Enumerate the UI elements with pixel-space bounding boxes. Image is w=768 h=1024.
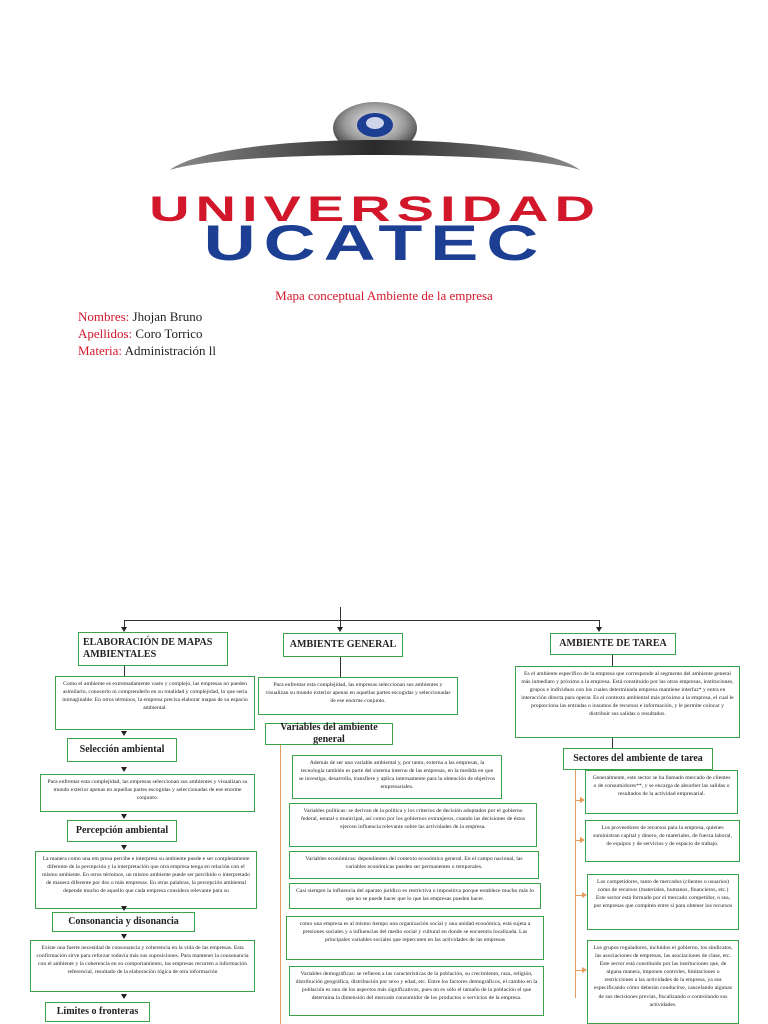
box-title: Límites o fronteras [56, 1006, 139, 1017]
arrow-down-icon [596, 627, 602, 632]
variable-item [289, 851, 539, 879]
box-title: AMBIENTE GENERAL [289, 639, 397, 650]
document-title: Mapa conceptual Ambiente de la empresa [275, 288, 493, 303]
box-text: Generalmente, este sector se ha llamado mercado de clientes o de consumidores**, y se encarga de absorber las salidas o resultados de la actividad empresarial. [592, 775, 731, 798]
university-logo [140, 90, 610, 272]
arrow-down-icon [121, 934, 127, 939]
box-text: como una empresa es al mismo tiempo una organización social y una unidad económica, está sujeta a presiones sociales y a influencias del medio social y cultural en donde se encuentra localizada. Las principales variables sociales que repercuten en las actividades de las empresas [299, 921, 531, 944]
tarea-intro-box [515, 666, 740, 738]
box-text: Es el ambiente específico de la empresa que corresponde al segmento del ambiente general más inmediato y próximo a la empresa. Está constituido por las otras empresas, instituciones, grupos e individuos con los cuales determinada empresa mantiene interfaz* y entra en interacción directa para operar. Es el contexto ambiental más próximo a la empresa, el cual le proporciona las entradas o insumos de recursos e información, y le permite colocar y distribuir sus salidas o resultados. [521, 671, 734, 718]
seleccion-text-box [40, 774, 255, 812]
meta-label: Materia: [78, 343, 123, 358]
meta-value: Jhojan Bruno [132, 309, 203, 324]
box-text: Para enfrentar esta complejidad, las empresas seleccionan sus ambientes y visualizan su mundo exterior apenas en aquellas partes escogidas y seleccionadas de ese enorme conjunto. [47, 779, 248, 802]
elaboracion-mapas-box [78, 632, 228, 666]
arrow-down-icon [121, 731, 127, 736]
box-text: Variables demográficas: se refieren a las características de la población, su crecimiento, raza, religión, distribución geográfica, distribución por sexo y edad, etc. Entre los factores demográficos, el cambio en la población es uno de los aspectos más significativos, pues no es sólo el tamaño de la población el que determina la dimensión del mercado consumidor de los productos o servicios de la empresa. [295, 971, 538, 1002]
general-intro-box [258, 677, 458, 715]
box-text: Los grupos reguladores, incluidos el gobierno, los sindicatos, las asociaciones de empresas, las asociaciones de clase, etc. Este sector está constituido por las instituciones que, de alguna manera, imponen controles, limitaciones o restricciones a las actividades de la empresa, ya sea especificando cómo deberán conducirse, cancelando algunas de sus decisiones previas, fiscalizando o controlando sus actividades. [593, 945, 733, 1008]
sector-item [587, 874, 739, 930]
box-text: Variables políticas: se derivan de la política y los criterios de decisión adoptados por el gobierno federal, estatal o municipal, así como por los gobiernos extranjeros, cuando las decisiones de éstos ejercen influencia relevante sobre las actividades de la empresa. [300, 808, 526, 831]
arrow-down-icon [121, 767, 127, 772]
logo-line-1: UNIVERSIDAD [149, 189, 601, 229]
logo-swoosh-icon [140, 90, 610, 180]
meta-apellidos [78, 326, 203, 342]
meta-materia [78, 343, 216, 359]
connector-line [280, 745, 281, 1024]
box-text: Existe una fuerte necesidad de consonancia y coherencia en la vida de las empresas. Esta confirmación sirve para reforzar todavía más sus suposiciones. Para mantener la consonancia con el ambiente y la coherencia en su comportamiento, las empresas recurren a información referencial, resultado de la elaboración lógica de otra información [36, 945, 249, 976]
logo-line-2: UCATEC [203, 215, 547, 272]
variable-item [286, 916, 544, 960]
box-text: Los proveedores de recursos para la empresa, quienes suministran capital y dinero, de materiales, de fuerza laboral, de equipos y de servicios y de espacio de trabajo. [593, 825, 732, 848]
variable-item [289, 883, 541, 909]
box-text: Además de ser una variable ambiental y, por tanto, externa a las empresas, la tecnología también es parte del sistema interno de las empresas, en la medida en que se investiga, desarrolla, transfiere y aplica internamente para la obtención de objetivos empresariales. [298, 760, 496, 791]
box-title: Consonancia y disonancia [68, 916, 179, 927]
sector-item [585, 820, 740, 862]
arrow-down-icon [337, 627, 343, 632]
box-title: ELABORACIÓN DE MAPAS AMBIENTALES [83, 637, 213, 660]
arrow-down-icon [121, 845, 127, 850]
variables-box [265, 723, 393, 745]
arrow-down-icon [121, 814, 127, 819]
consonancia-box [52, 912, 195, 932]
meta-nombres [78, 309, 202, 325]
box-text: La manera como una em presa percibe e interpreta su ambiente puede e ser completamente diferente de la percepción y la interpretación que otra empresa tenga en relación con el mismo ambiente. En otros términos, un mismo ambiente puede ser percibido o interpretado de manera diferente por dos o más empresas. En otras palabras, la percepción ambiental depende mucho de aquello que cada empresa considera relevante para su [42, 856, 250, 895]
box-title: Percepción ambiental [75, 825, 169, 836]
box-text: Casi siempre la influencia del aparato jurídico es restrictiva o impositiva porque establece mucho más lo que no se puede hacer que lo que las empresas pueden hacer. [296, 888, 534, 903]
box-text: Para enfrentar esta complejidad, las empresas seleccionan sus ambientes y visualizan su mundo exterior apenas en aquellas partes escogidas y seleccionadas de ese enorme conjunto. [265, 682, 451, 705]
sector-item [585, 770, 738, 814]
box-title: Selección ambiental [79, 744, 165, 755]
connector-line [575, 770, 576, 998]
ambiente-tarea-box [550, 633, 676, 655]
box-text: Como el ambiente es extremadamente vasto y complejo, las empresas no pueden asimilarlo, conocerlo ni comprenderlo en su totalidad y complejidad, lo que sería inimaginable. En otros términos, la empresa precisa elaborar mapas de su espacio ambiental. [62, 681, 248, 712]
ambiente-general-box [283, 633, 403, 657]
connector-line [340, 657, 341, 677]
connector-line [124, 666, 125, 676]
variable-item [289, 966, 544, 1016]
variable-item [292, 755, 502, 799]
meta-value: Administración ll [124, 343, 216, 358]
connector-line [612, 738, 613, 748]
connector-line [124, 620, 599, 621]
box-title: Sectores del ambiente de tarea [573, 753, 703, 764]
meta-label: Nombres: [78, 309, 130, 324]
seleccion-ambiental-box [67, 738, 177, 762]
consonancia-text-box [30, 940, 255, 992]
limites-box [45, 1002, 150, 1022]
percepcion-ambiental-box [67, 820, 177, 842]
sectores-box [563, 748, 713, 770]
box-title: AMBIENTE DE TAREA [559, 638, 667, 649]
meta-label: Apellidos: [78, 326, 133, 341]
box-text: Variables económicas: dependientes del contexto económico general. En el campo nacional, las variables económicas pueden ser permanentes o temporales. [305, 856, 523, 871]
percepcion-text-box [35, 851, 257, 909]
box-text: Los competidores, tanto de mercados (clientes o usuarios) como de recursos (materiales, humanos, financieros, etc.) Este sector está formado por el mercado competidor, o sea, por empresas que compiten entre sí para obtener los recursos [593, 879, 733, 910]
sector-item [587, 940, 739, 1024]
arrow-down-icon [121, 906, 127, 911]
meta-value: Coro Torrico [135, 326, 203, 341]
box-title: Variables del ambiente general [280, 722, 378, 745]
arrow-down-icon [121, 994, 127, 999]
connector-line [340, 607, 341, 621]
variable-item [289, 803, 537, 847]
elaboracion-intro-box [55, 676, 255, 730]
